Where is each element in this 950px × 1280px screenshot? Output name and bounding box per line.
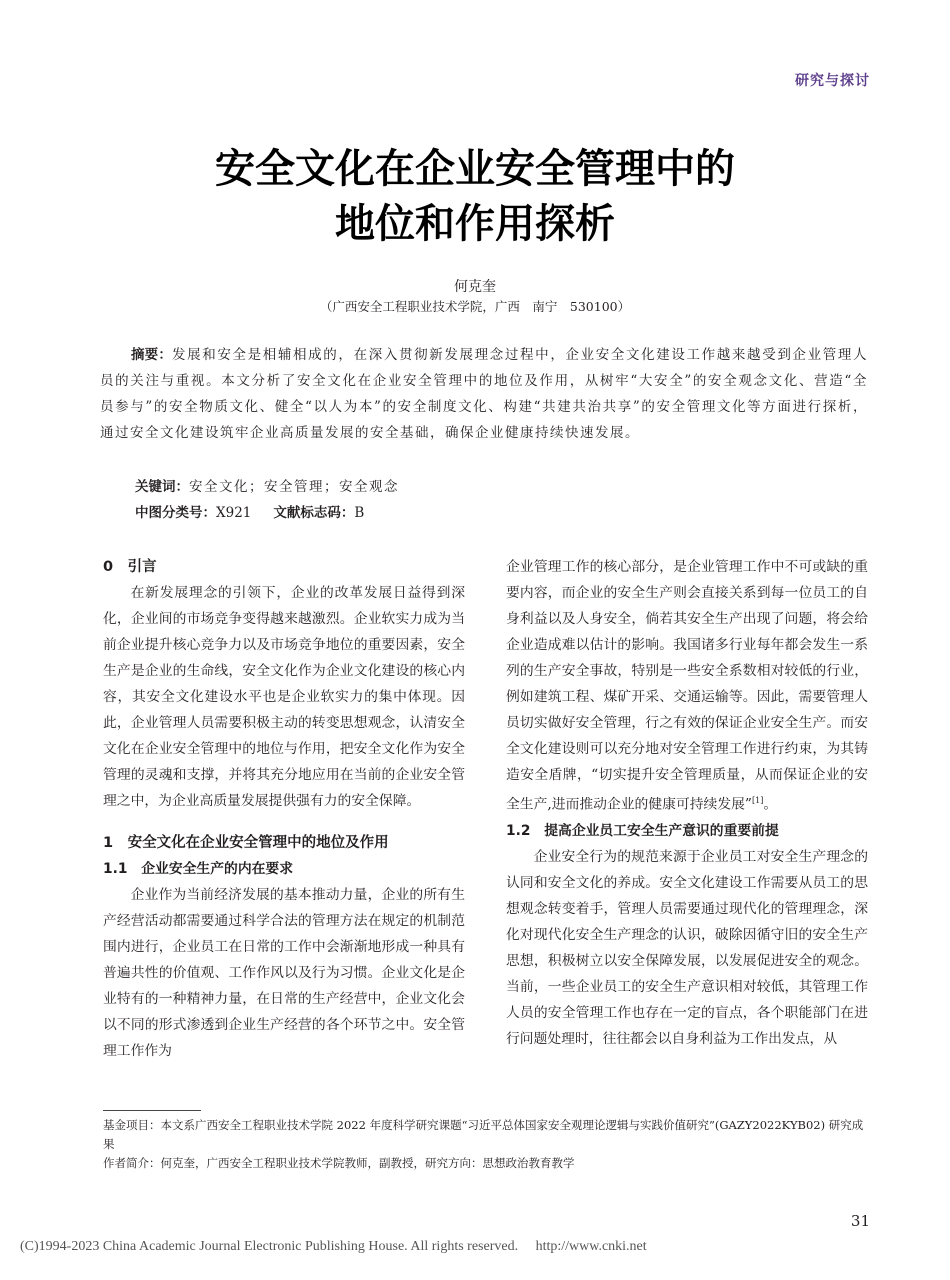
title-line-2: 地位和作用探析 [335, 201, 615, 247]
right-column [506, 554, 868, 1052]
abstract-text: 发展和安全是相辅相成的，在深入贯彻新发展理念过程中，企业安全文化建设工作越来越受到企业管理人员的关注与重视。本文分析了安全文化在企业安全管理中的地位及作用，从树牢“大安全”的安全观念文化、营造“全员参与”的安全物质文化、健全“以人为本”的安全制度文化、构建“共建共治共享”的安全管理文化等方面进行探析，通过安全文化建设筑牢企业高质量发展的安全基础，确保企业健康持续快速发展。 [100, 347, 869, 441]
author-affiliation: （广西安全工程职业技术学院，广西 南宁 530100） [319, 299, 631, 314]
abstract-label: 摘要： [131, 347, 172, 363]
copyright-notice: (C)1994-2023 China Academic Journal Electronic Publishing House. All rights reserved. http://www.cnki.net [20, 1239, 647, 1254]
abstract [100, 342, 868, 446]
keywords [135, 474, 399, 500]
keywords-label: 关键词： [135, 479, 189, 495]
section-tag: 研究与探讨 [795, 73, 870, 89]
footnote-author: 作者简介：何克奎，广西安全工程职业技术学院教师，副教授，研究方向：思想政治教育教学 [103, 1156, 575, 1170]
section-0-heading: 0 引言 [103, 559, 157, 575]
footnotes [103, 1116, 871, 1173]
left-column [103, 554, 465, 1064]
title-line-1: 安全文化在企业安全管理中的 [215, 146, 735, 192]
section-1-2-heading: 1.2 提高企业员工安全生产意识的重要前提 [506, 822, 779, 839]
continued-paragraph [506, 554, 868, 818]
footnote-fund: 基金项目：本文系广西安全工程职业技术学院 2022 年度科学研究课题“习近平总体国家安全观理论逻辑与实践价值研究”(GAZY2022KYB02) 研究成果 [103, 1118, 864, 1151]
footnote-divider [103, 1110, 201, 1111]
page-number: 31 [850, 1212, 870, 1230]
doc-code-label: 文献标志码： [273, 505, 355, 521]
classification-line [135, 500, 364, 526]
section-1-1-heading: 1.1 企业安全生产的内在要求 [103, 861, 294, 877]
citation-ref: [1] [752, 796, 764, 805]
continued-paragraph-text: 企业管理工作的核心部分，是企业管理工作中不可或缺的重要内容，而企业的安全生产则会直接关系到每一位员工的自身利益以及人身安全，倘若其安全生产出现了问题，将会给企业造成难以估计的影响。我国诸多行业每年都会发生一系列的生产安全事故，特别是一些安全系数相对较低的行业，例如建筑工程、煤矿开采、交通运输等。因此，需要管理人员切实做好安全管理，行之有效的保证企业安全生产。而安全文化建设则可以充分地对安全管理工作进行约束，为其铸造安全盾牌，“切实提升安全管理质量，从而保证企业的安全生产,进而推动企业的健康可持续发展” [506, 559, 868, 813]
article-title [0, 142, 950, 252]
section-0-paragraph: 在新发展理念的引领下，企业的改革发展日益得到深化，企业间的市场竞争变得越来越激烈。企业软实力成为当前企业提升核心竞争力以及市场竞争地位的重要因素，安全生产是企业的生命线，安全文化作为企业文化建设的核心内容，其安全文化建设水平也是企业软实力的集中体现。因此，企业管理人员需要积极主动的转变思想观念，认清安全文化在企业安全管理中的地位与作用，把安全文化作为安全管理的灵魂和支撑，并将其充分地应用在当前的企业安全管理之中，为企业高质量发展提供强有力的安全保障。 [103, 585, 465, 809]
section-1-heading: 1 安全文化在企业安全管理中的地位及作用 [103, 835, 389, 851]
section-1-2-paragraph: 企业安全行为的规范来源于企业员工对安全生产理念的认同和安全文化的养成。安全文化建设工作需要从员工的思想观念转变着手，管理人员需要通过现代化的管理理念，深化对现代化安全生产理念的认识，破除因循守旧的安全生产思想，积极树立以安全保障发展，以发展促进安全的观念。当前，一些企业员工的安全生产意识相对较低，其管理工作人员的安全管理工作也存在一定的盲点，各个职能部门在进行问题处理时，往往都会以自身利益为工作出发点，从 [506, 848, 868, 1047]
continued-paragraph-end: 。 [763, 796, 778, 813]
section-1-1-paragraph: 企业作为当前经济发展的基本推动力量，企业的所有生产经营活动都需要通过科学合法的管理方法在规定的机制范围内进行，企业员工在日常的工作中会渐渐地形成一种具有普遍共性的价值观、工作作风以及行为习惯。企业文化是企业特有的一种精神力量，在日常的生产经营中，企业文化会以不同的形式渗透到企业生产经营的各个环节之中。安全管理工作作为 [103, 887, 465, 1059]
doc-code-value: B [354, 505, 365, 521]
clc-value: X921 [216, 505, 252, 521]
clc-label: 中图分类号： [135, 505, 216, 521]
author-name: 何克奎 [454, 279, 496, 295]
keywords-text: 安全文化；安全管理；安全观念 [189, 479, 399, 495]
